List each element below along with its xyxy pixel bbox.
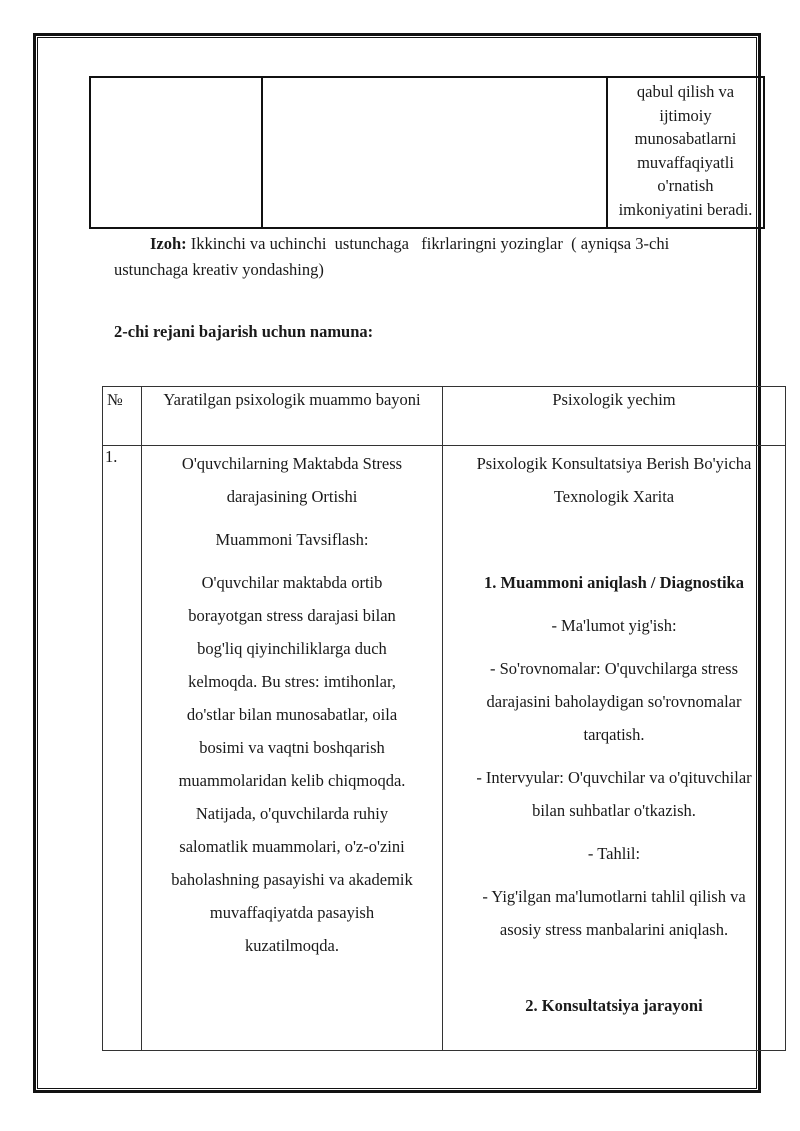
note-text-line-1: Ikkinchi va uchinchi ustunchaga fikrlaringni yozinglar ( ayniqsa 3-chi (186, 234, 670, 253)
problem-title-line: darajasining Ortishi (226, 487, 358, 506)
header-problem: Yaratilgan psixologik muammo bayoni (142, 387, 443, 446)
survey-line: - So'rovnomalar: O'quvchilarga stress (489, 659, 739, 678)
continued-table (89, 76, 765, 229)
problem-body-line: bosimi va vaqtni boshqarish (199, 738, 385, 757)
problem-title-line: O'quvchilarning Maktabda Stress (181, 454, 403, 473)
problem-body-line: Natijada, o'quvchilarda ruhiy (195, 804, 389, 823)
text-line: ijtimoiy (659, 105, 712, 125)
problem-body-line: kuzatilmoqda. (245, 936, 339, 955)
collect-label: - Ma'lumot yig'ish: (551, 616, 677, 635)
solution-title-line: Texnologik Xarita (553, 487, 675, 506)
row-number: 1. (103, 446, 142, 1051)
header-number: № (103, 387, 142, 446)
survey-line: darajasini baholaydigan so'rovnomalar (486, 692, 742, 711)
continued-table-cell-2 (262, 77, 607, 228)
header-solution: Psixologik yechim (443, 387, 786, 446)
problem-body-line: muvaffaqiyatda pasayish (209, 903, 375, 922)
continued-table-cell-1 (90, 77, 262, 228)
table-row (103, 446, 786, 1051)
text-line: qabul qilish va (636, 82, 735, 101)
continued-table-cell-3 (607, 77, 764, 228)
section-2-heading: 2. Konsultatsiya jarayoni (525, 996, 703, 1015)
solution-cell (443, 446, 786, 1051)
section-1-heading: 1. Muammoni aniqlash / Diagnostika (484, 573, 744, 592)
note-label: Izoh: (150, 234, 187, 253)
text-line: o'rnatish (657, 176, 714, 195)
interview-line: bilan suhbatlar o'tkazish. (532, 801, 696, 820)
problem-body-line: bog'liq qiyinchiliklarga duch (197, 639, 387, 658)
problem-subtitle: Muammoni Tavsiflash: (215, 530, 369, 549)
problem-body-line: borayotgan stress darajasi bilan (188, 606, 396, 625)
note-text-line-2: ustunchaga kreativ yondashing) (114, 260, 324, 279)
problem-body-line: salomatlik muammolari, o'z-o'zini (179, 837, 405, 856)
text-line: muvaffaqiyatli (637, 152, 734, 172)
text-line: imkoniyatini beradi. (618, 199, 753, 219)
table-header-row (103, 387, 786, 446)
survey-line: tarqatish. (583, 725, 645, 744)
problem-body-line: do'stlar bilan munosabatlar, oila (186, 705, 398, 724)
text-line: munosabatlarni (634, 129, 737, 148)
problem-cell (142, 446, 443, 1051)
problem-body-line: kelmoqda. Bu stres: imtihonlar, (188, 672, 396, 691)
section-heading: 2-chi rejani bajarish uchun namuna: (114, 322, 374, 341)
analysis-label: - Tahlil: (587, 844, 641, 863)
problem-body-line: O'quvchilar maktabda ortib (201, 573, 383, 592)
analysis-line: asosiy stress manbalarini aniqlash. (499, 920, 729, 939)
problem-body-line: baholashning pasayishi va akademik (171, 870, 413, 889)
solution-title-line: Psixologik Konsultatsiya Berish Bo'yicha (476, 454, 752, 473)
analysis-line: - Yig'ilgan ma'lumotlarni tahlil qilish va (482, 887, 746, 906)
interview-line: - Intervyular: O'quvchilar va o'qituvchilar (476, 768, 752, 787)
problem-body-line: muammolaridan kelib chiqmoqda. (178, 771, 406, 790)
note-paragraph (114, 231, 754, 283)
plan-table (102, 386, 786, 1051)
